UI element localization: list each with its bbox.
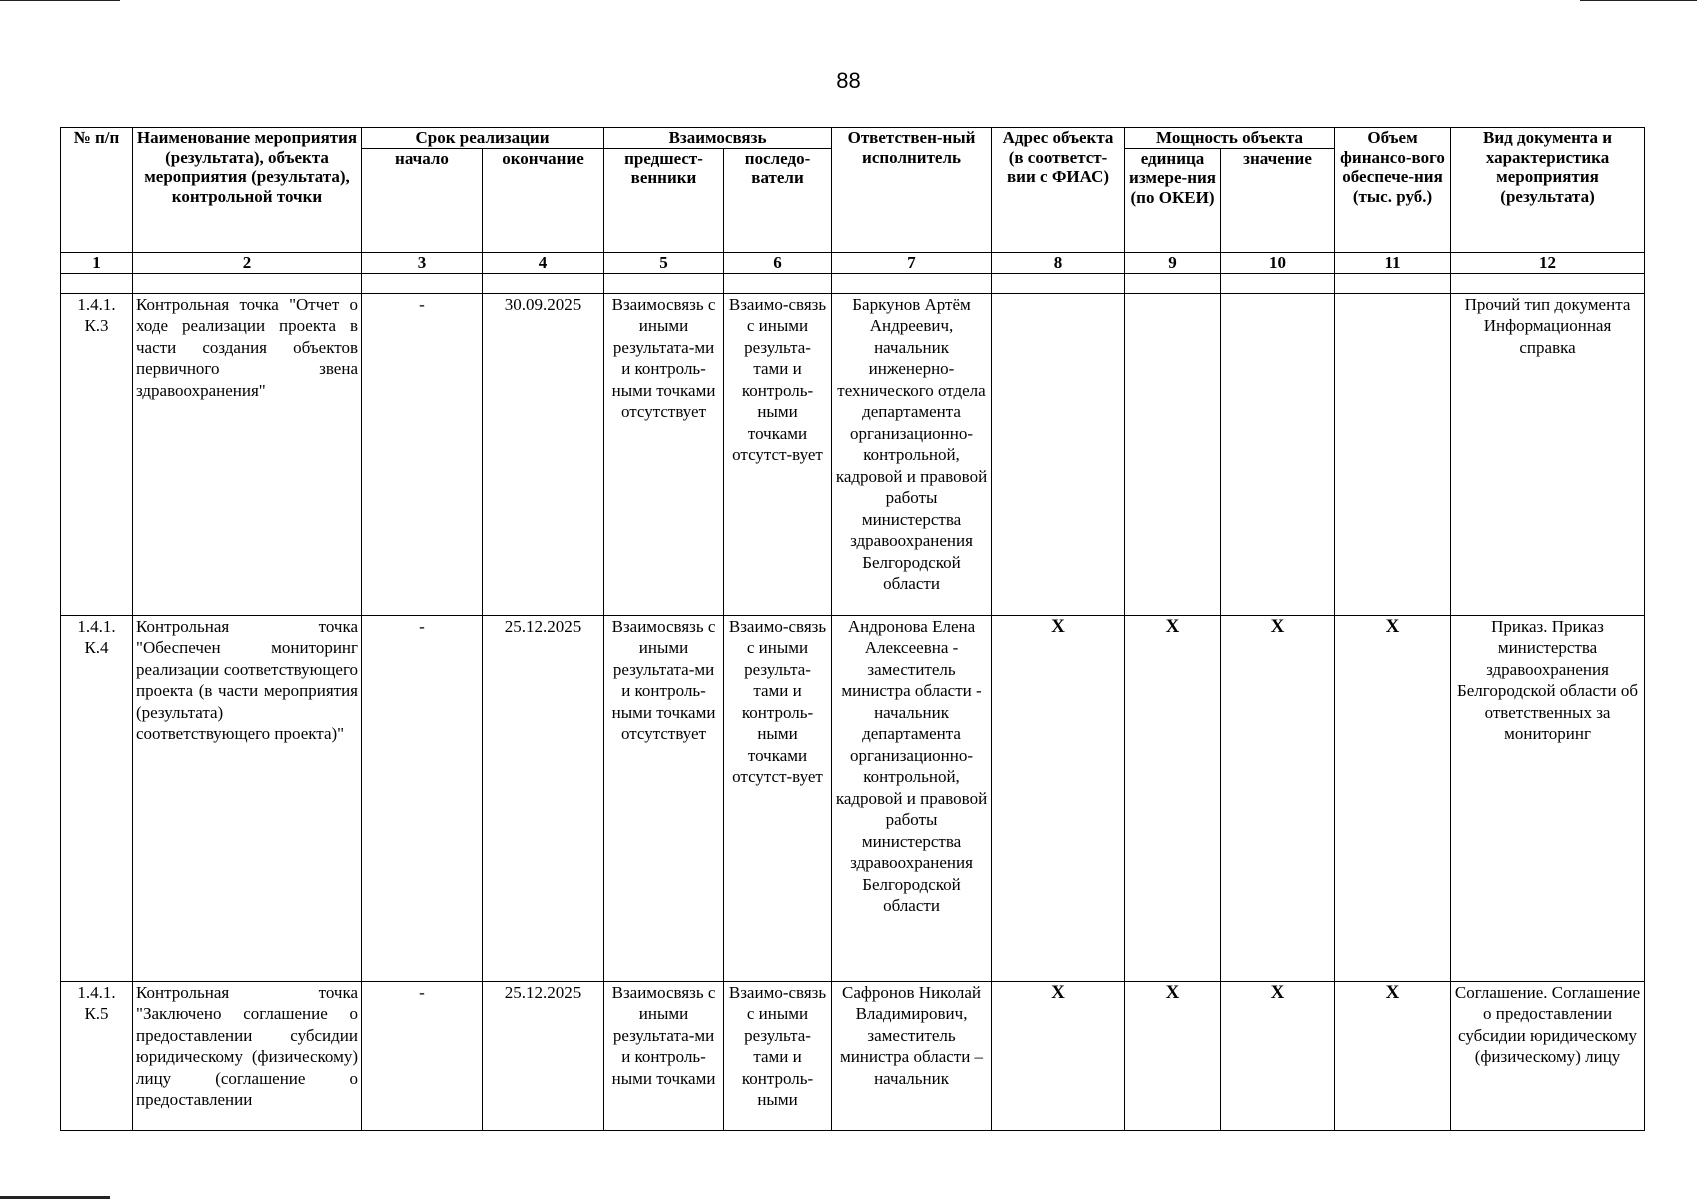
header-unit: единица измере-ния (по ОКЕИ) [1125, 148, 1221, 252]
scan-mark-top-right [1580, 0, 1697, 1]
row-doc: Приказ. Приказ министерства здравоохранения Белгородской области об ответственных за мониторинг [1451, 615, 1645, 981]
spacer-row [61, 273, 1645, 293]
row-end: 30.09.2025 [483, 293, 604, 615]
row-pred: Взаимосвязь с иными результата-ми и контроль-ными точками отсутствует [604, 615, 724, 981]
header-num: № п/п [61, 128, 133, 253]
row-end: 25.12.2025 [483, 981, 604, 1130]
row-start: - [362, 293, 483, 615]
column-number-row [61, 252, 1645, 273]
header-rel-succ: последо-ватели [724, 148, 832, 252]
col-number: 7 [832, 252, 992, 273]
row-address [992, 293, 1125, 615]
table-row [61, 615, 1645, 981]
header-doc: Вид документа и характеристика мероприятия (результата) [1451, 128, 1645, 253]
row-responsible: Баркунов Артём Андреевич, начальник инженерно-технического отдела департамента организационно-контрольной, кадровой и правовой работы министерства здравоохранения Белгородской области [832, 293, 992, 615]
row-start: - [362, 615, 483, 981]
row-value [1221, 293, 1335, 615]
col-number: 8 [992, 252, 1125, 273]
row-end: 25.12.2025 [483, 615, 604, 981]
row-address: X [992, 615, 1125, 981]
table-row [61, 293, 1645, 615]
header-row-1 [61, 128, 1645, 149]
header-finance: Объем финансо-вого обеспече-ния (тыс. руб.) [1335, 128, 1451, 253]
row-succ: Взаимо-связь с иными результа-тами и контроль-ными [724, 981, 832, 1130]
page-number: 88 [836, 68, 861, 93]
row-unit [1125, 293, 1221, 615]
header-rel-pred: предшест-венники [604, 148, 724, 252]
header-capacity: Мощность объекта [1125, 128, 1335, 149]
row-value: X [1221, 981, 1335, 1130]
row-finance: X [1335, 981, 1451, 1130]
row-succ: Взаимо-связь с иными результа-тами и контроль-ными точками отсутст-вует [724, 293, 832, 615]
row-responsible: Сафронов Николай Владимирович, заместитель министра области – начальник [832, 981, 992, 1130]
col-number: 6 [724, 252, 832, 273]
row-num: 1.4.1. К.3 [61, 293, 133, 615]
row-doc: Соглашение. Соглашение о предоставлении субсидии юридическому (физическому) лицу [1451, 981, 1645, 1130]
row-doc: Прочий тип документа Информационная справка [1451, 293, 1645, 615]
row-finance: X [1335, 615, 1451, 981]
header-value: значение [1221, 148, 1335, 252]
row-pred: Взаимосвязь с иными результата-ми и контроль-ными точками [604, 981, 724, 1130]
col-number: 12 [1451, 252, 1645, 273]
row-name: Контрольная точка "Отчет о ходе реализации проекта в части создания объектов первичного звена здравоохранения" [133, 293, 362, 615]
col-number: 10 [1221, 252, 1335, 273]
header-relation: Взаимосвязь [604, 128, 832, 149]
row-name: Контрольная точка "Обеспечен мониторинг реализации соответствующего проекта (в части мероприятия (результата) соответствующего проекта)" [133, 615, 362, 981]
row-num: 1.4.1. К.4 [61, 615, 133, 981]
row-responsible: Андронова Елена Алексеевна - заместитель министра области - начальник департамента организационно-контрольной, кадровой и правовой работы министерства здравоохранения Белгородской области [832, 615, 992, 981]
row-name: Контрольная точка "Заключено соглашение о предоставлении субсидии юридическому (физическому) лицу (соглашение о предоставлении [133, 981, 362, 1130]
plan-table [60, 127, 1645, 1131]
header-term: Срок реализации [362, 128, 604, 149]
row-succ: Взаимо-связь с иными результа-тами и контроль-ными точками отсутст-вует [724, 615, 832, 981]
scan-mark-top-left [0, 0, 120, 1]
header-address: Адрес объекта (в соответст-вии с ФИАС) [992, 128, 1125, 253]
col-number: 9 [1125, 252, 1221, 273]
row-start: - [362, 981, 483, 1130]
row-value: X [1221, 615, 1335, 981]
col-number: 11 [1335, 252, 1451, 273]
col-number: 5 [604, 252, 724, 273]
row-unit: X [1125, 615, 1221, 981]
row-pred: Взаимосвязь с иными результата-ми и контроль-ными точками отсутствует [604, 293, 724, 615]
col-number: 1 [61, 252, 133, 273]
scan-mark-bottom-left [0, 1196, 110, 1199]
col-number: 2 [133, 252, 362, 273]
header-term-end: окончание [483, 148, 604, 252]
row-unit: X [1125, 981, 1221, 1130]
header-term-start: начало [362, 148, 483, 252]
header-responsible: Ответствен-ный исполнитель [832, 128, 992, 253]
col-number: 4 [483, 252, 604, 273]
col-number: 3 [362, 252, 483, 273]
table-row [61, 981, 1645, 1130]
row-finance [1335, 293, 1451, 615]
header-name: Наименование мероприятия (результата), объекта мероприятия (результата), контрольной точки [133, 128, 362, 253]
row-num: 1.4.1. К.5 [61, 981, 133, 1130]
row-address: X [992, 981, 1125, 1130]
